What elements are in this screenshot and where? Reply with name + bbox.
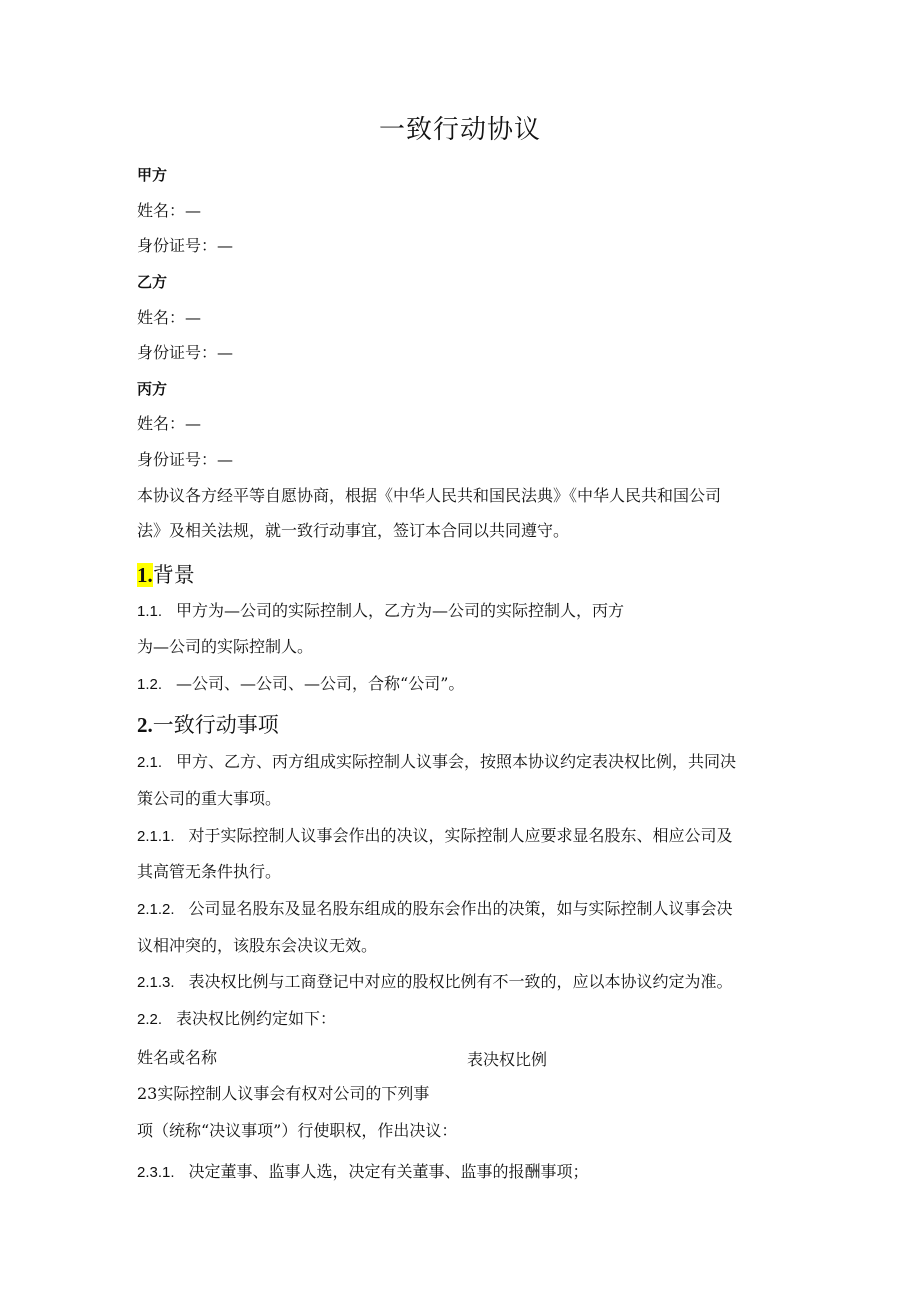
intro-line-1: 本协议各方经平等自愿协商，根据《中华人民共和国民法典》《中华人民共和国公司	[137, 486, 722, 505]
section-1-title: 背景	[152, 563, 195, 587]
intro-line-2: 法》及相关法规，就一致行动事宜，签订本合同以共同遵守。	[137, 521, 570, 540]
party-c-label: 丙方	[137, 380, 168, 398]
clause-text: 表决权比例约定如下：	[176, 1009, 337, 1028]
clause-text: 甲方、乙方、丙方组成实际控制人议事会，按照本协议约定表决权比例，共同决	[176, 752, 737, 771]
party-a-id: 身份证号：—	[137, 236, 234, 255]
clause-number: 1.1.	[137, 603, 163, 620]
clause-number: 2.1.	[137, 754, 163, 771]
clause-2-1-2-cont: 议相冲突的，该股东会决议无效。	[137, 936, 378, 955]
section-1-number: 1.	[137, 563, 153, 587]
clause-number: 2.1.1.	[137, 828, 175, 845]
clause-number: 2.1.2.	[137, 901, 175, 918]
clause-text: 对于实际控制人议事会作出的决议，实际控制人应要求显名股东、相应公司及	[188, 826, 733, 845]
clause-text: —公司、—公司、—公司，合称“公司”。	[176, 674, 465, 693]
clause-2-3-cont: 项（统称“决议事项”）行使职权，作出决议：	[137, 1121, 458, 1140]
clause-2-1-1	[137, 826, 733, 847]
party-b-label: 乙方	[137, 273, 168, 291]
clause-1-1	[137, 601, 624, 622]
ratio-table-header-name: 姓名或名称	[137, 1048, 218, 1067]
party-a-name: 姓名：—	[137, 201, 202, 220]
party-b-id: 身份证号：—	[137, 343, 234, 362]
clause-text: 表决权比例与工商登记中对应的股权比例有不一致的，应以本协议约定为准。	[188, 972, 733, 991]
clause-text: 决定董事、监事人选，决定有关董事、监事的报酬事项；	[188, 1162, 589, 1181]
clause-text: 公司显名股东及显名股东组成的股东会作出的决策，如与实际控制人议事会决	[188, 899, 733, 918]
clause-number: 2.1.3.	[137, 974, 175, 991]
clause-2-1-1-cont: 其高管无条件执行。	[137, 862, 282, 881]
document-title: 一致行动协议	[378, 115, 541, 145]
ratio-table-header-ratio: 表决权比例	[467, 1050, 548, 1069]
clause-2-3-1	[137, 1162, 589, 1183]
clause-1-1-cont: 为—公司的实际控制人。	[137, 637, 314, 656]
section-2-heading	[137, 711, 279, 739]
clause-2-1	[137, 752, 736, 773]
clause-text: 甲方为—公司的实际控制人，乙方为—公司的实际控制人，丙方	[176, 601, 625, 620]
section-2-number: 2.	[137, 713, 153, 737]
clause-2-1-cont: 策公司的重大事项。	[137, 789, 282, 808]
section-2-title: 一致行动事项	[152, 713, 279, 737]
clause-2-3: 23实际控制人议事会有权对公司的下列事	[137, 1084, 430, 1103]
party-a-label: 甲方	[137, 166, 168, 184]
clause-2-2	[137, 1009, 336, 1030]
clause-number: 1.2.	[137, 676, 163, 693]
party-b-name: 姓名：—	[137, 308, 202, 327]
party-c-id: 身份证号：—	[137, 450, 234, 469]
section-1-heading	[137, 561, 195, 589]
clause-number: 2.3.1.	[137, 1164, 175, 1181]
party-c-name: 姓名：—	[137, 414, 202, 433]
clause-2-1-2	[137, 899, 733, 920]
clause-2-1-3	[137, 972, 733, 993]
clause-number: 2.2.	[137, 1011, 163, 1028]
clause-1-2	[137, 674, 464, 695]
